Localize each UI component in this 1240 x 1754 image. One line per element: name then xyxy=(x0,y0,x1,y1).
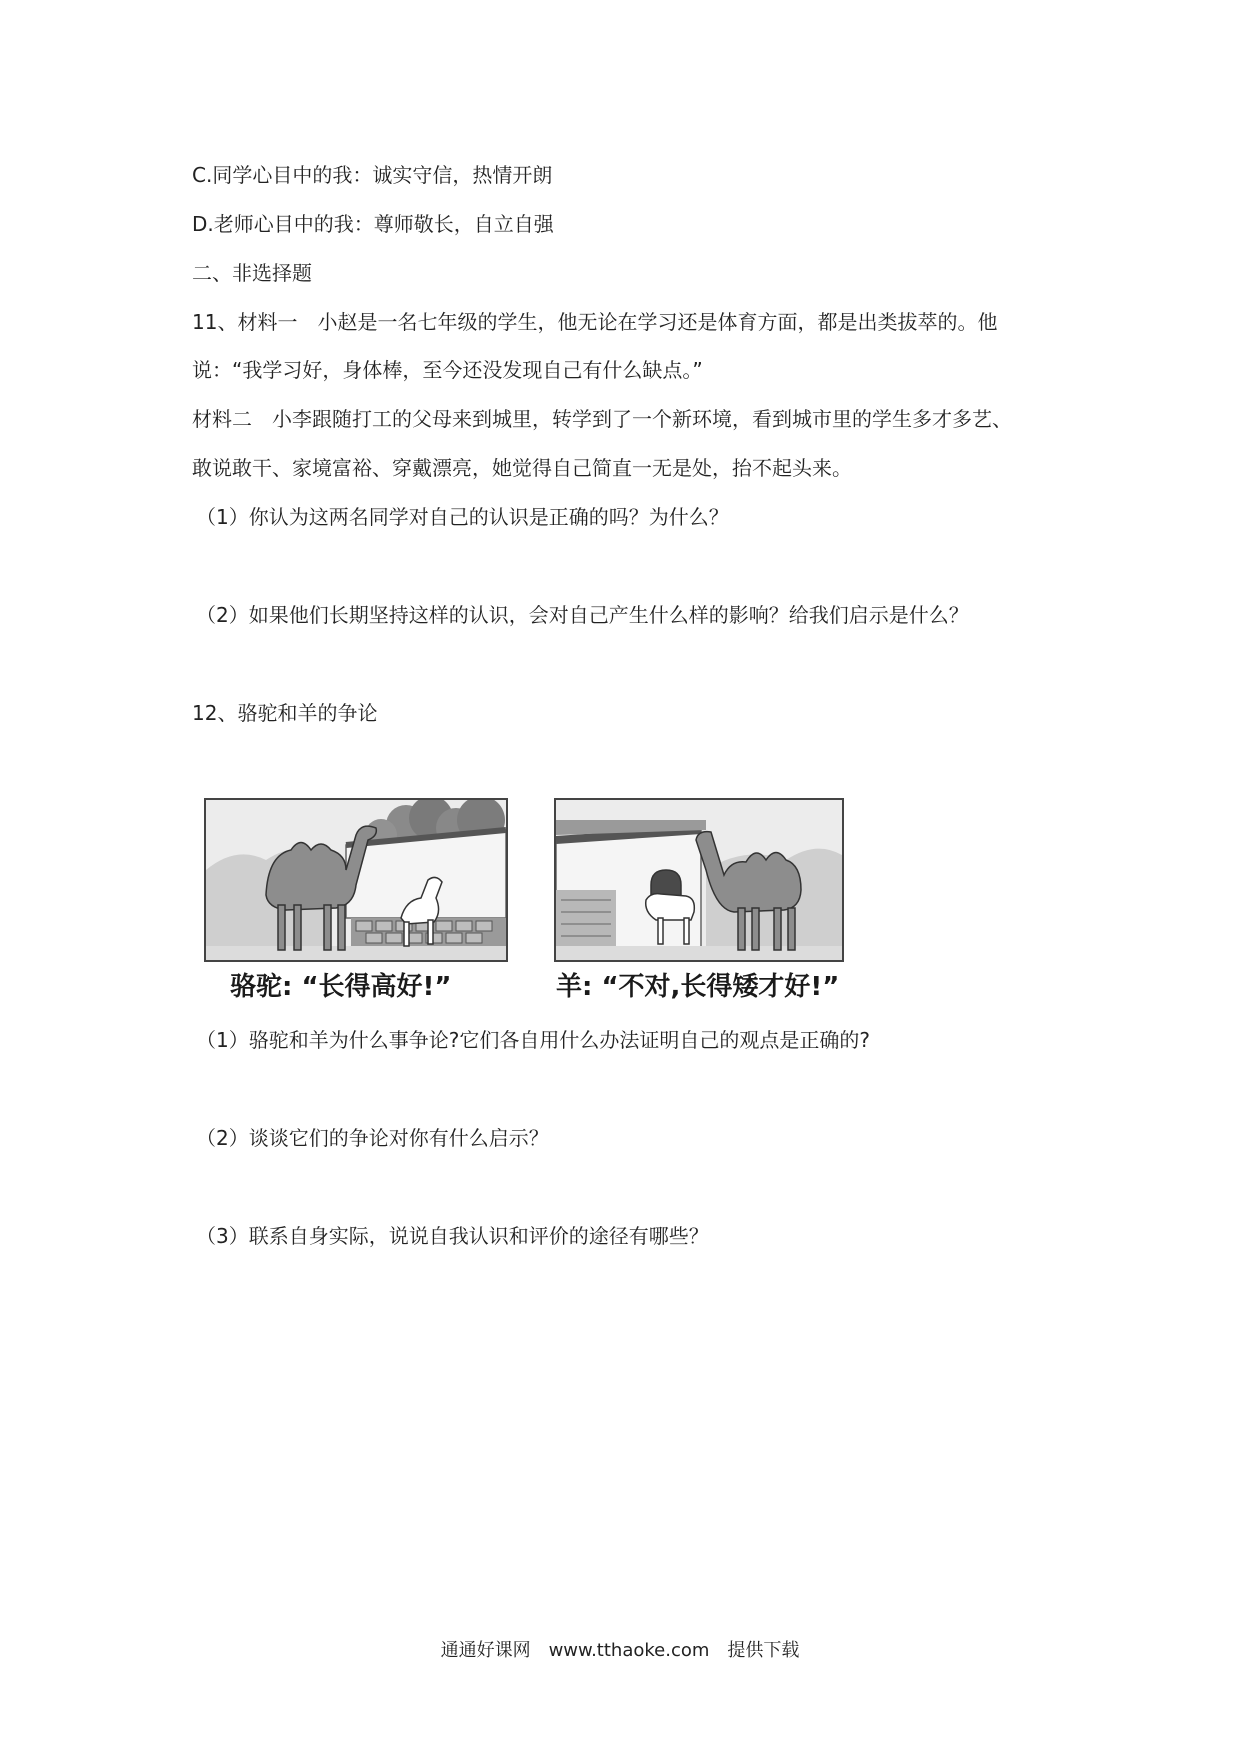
option-c: C.同学心目中的我：诚实守信，热情开朗 xyxy=(192,163,553,187)
section-title: 二、非选择题 xyxy=(192,261,312,285)
goat-panel xyxy=(554,798,844,962)
q11-line-4: 敢说敢干、家境富裕、穿戴漂亮，她觉得自己简直一无是处，抬不起头来。 xyxy=(192,456,852,480)
q11-line-3: 材料二 小李跟随打工的父母来到城里，转学到了一个新环境，看到城市里的学生多才多艺、 xyxy=(192,407,1012,431)
option-d: D.老师心目中的我：尊师敬长，自立自强 xyxy=(192,212,554,236)
camel-panel xyxy=(204,798,508,962)
q11-sub-question-1: （1）你认为这两名同学对自己的认识是正确的吗？为什么？ xyxy=(196,505,729,529)
q12-title: 12、骆驼和羊的争论 xyxy=(192,701,378,725)
q12-sub-question-1: （1）骆驼和羊为什么事争论?它们各自用什么办法证明自己的观点是正确的? xyxy=(196,1028,870,1052)
q11-sub-question-2: （2）如果他们长期坚持这样的认识，会对自己产生什么样的影响？给我们启示是什么？ xyxy=(196,603,969,627)
q11-line-1: 11、材料一 小赵是一名七年级的学生，他无论在学习还是体育方面，都是出类拔萃的。他 xyxy=(192,310,998,334)
q12-sub-question-3: （3）联系自身实际，说说自我认识和评价的途径有哪些？ xyxy=(196,1224,709,1248)
q12-sub-question-2: （2）谈谈它们的争论对你有什么启示？ xyxy=(196,1126,549,1150)
camel-caption: 骆驼: “长得高好!” xyxy=(230,972,452,1002)
camel-and-goat-illustration xyxy=(204,798,864,1002)
footer-credit: 通通好课网 www.tthaoke.com 提供下载 xyxy=(440,1640,800,1661)
q11-line-2: 说：“我学习好，身体棒，至今还没发现自己有什么缺点。” xyxy=(192,358,703,382)
goat-caption: 羊: “不对,长得矮才好!” xyxy=(556,972,840,1002)
